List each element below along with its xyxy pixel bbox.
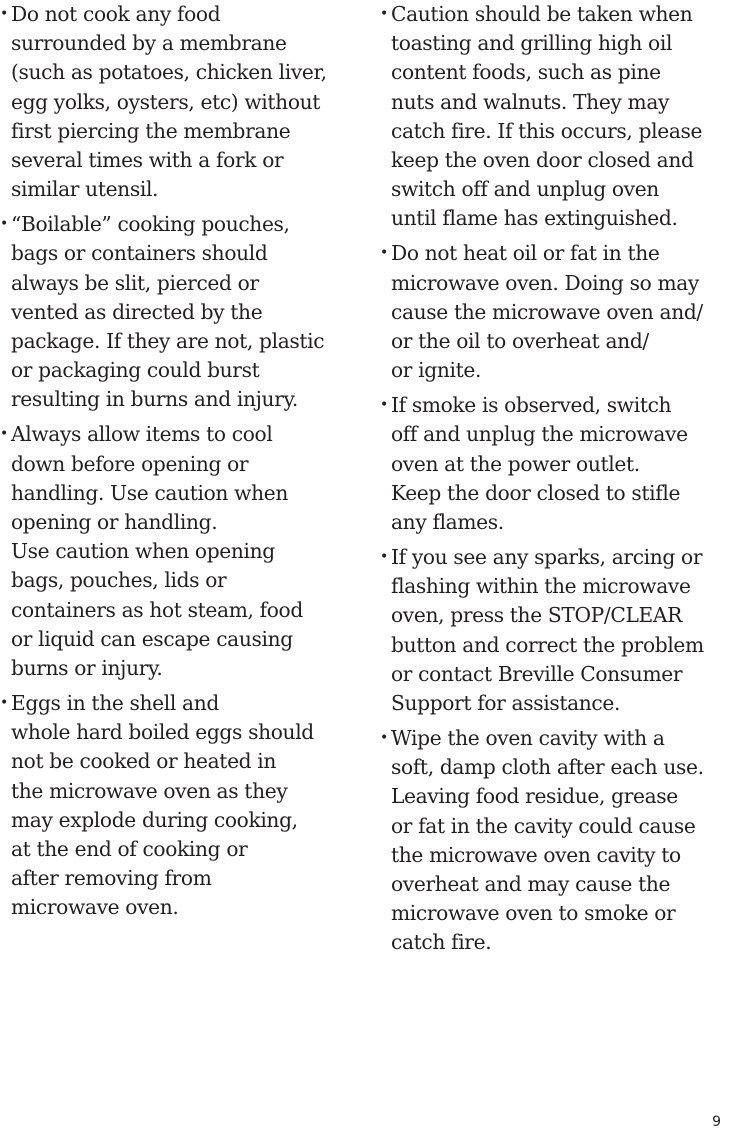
text-line: overheat and may cause the xyxy=(391,872,671,897)
text-line: Use caution when opening xyxy=(11,539,275,564)
bullet-icon: • xyxy=(380,397,388,414)
text-line: first piercing the membrane xyxy=(11,118,291,143)
text-line: cause the microwave oven and/ xyxy=(391,299,703,324)
text-line: content foods, such as pine xyxy=(391,60,661,85)
text-line: Leaving food residue, grease xyxy=(391,784,678,809)
text-line: microwave oven. xyxy=(11,895,179,920)
text-line: opening or handling. xyxy=(11,510,218,535)
text-line: or contact Breville Consumer xyxy=(391,661,683,686)
left-column xyxy=(0,0,352,928)
left-safety-list xyxy=(0,0,352,923)
text-line: vented as directed by the xyxy=(11,299,263,324)
text-line: “Boilable” cooking pouches, xyxy=(11,212,290,237)
text-line: Do not cook any food xyxy=(11,2,221,26)
bullet-icon: • xyxy=(0,695,8,712)
text-line: (such as potatoes, chicken liver, xyxy=(11,60,327,85)
text-line: the microwave oven as they xyxy=(11,778,288,803)
text-line: switch off and unplug oven xyxy=(391,177,659,202)
safety-item-oil-fat xyxy=(380,239,730,385)
right-column xyxy=(380,0,730,963)
text-line: burns or injury. xyxy=(11,656,163,681)
bullet-icon: • xyxy=(380,6,388,22)
text-line: toasting and grilling high oil xyxy=(391,31,673,56)
text-line: Do not heat oil or fat in the xyxy=(391,241,660,266)
safety-item-sparks xyxy=(380,543,730,718)
text-line: catch fire. If this occurs, please xyxy=(391,118,703,143)
text-line: package. If they are not, plastic xyxy=(11,329,325,354)
text-line: button and correct the problem xyxy=(391,632,704,657)
text-line: always be slit, pierced or xyxy=(11,270,259,295)
text-line: flashing within the microwave xyxy=(391,574,691,599)
text-line: several times with a fork or xyxy=(11,148,284,173)
text-line: bags, pouches, lids or xyxy=(11,568,227,593)
text-line: keep the oven door closed and xyxy=(391,148,694,173)
text-line: Caution should be taken when xyxy=(391,2,693,26)
text-line: the microwave oven cavity to xyxy=(391,842,681,867)
text-line: surrounded by a membrane xyxy=(11,31,287,56)
text-line: microwave oven. Doing so may xyxy=(391,270,699,295)
text-line: oven, press the STOP/CLEAR xyxy=(391,603,682,628)
text-line: Eggs in the shell and xyxy=(11,691,219,716)
text-line: If you see any sparks, arcing or xyxy=(391,545,703,570)
text-line: If smoke is observed, switch xyxy=(391,393,672,418)
text-line: resulting in burns and injury. xyxy=(11,387,298,412)
text-line: not be cooked or heated in xyxy=(11,749,277,774)
safety-item-cool-down xyxy=(0,420,352,683)
text-line: Support for assistance. xyxy=(391,691,621,716)
bullet-icon: • xyxy=(380,730,388,747)
text-line: or packaging could burst xyxy=(11,358,260,383)
page-number: 9 xyxy=(712,1114,721,1130)
text-line: off and unplug the microwave xyxy=(391,422,688,447)
bullet-icon: • xyxy=(0,216,8,233)
safety-item-eggs xyxy=(0,689,352,923)
bullet-icon: • xyxy=(0,426,8,443)
safety-item-wipe-cavity xyxy=(380,724,730,958)
text-line: oven at the power outlet. xyxy=(391,451,640,476)
text-line: catch fire. xyxy=(391,930,492,955)
text-line: after removing from xyxy=(11,866,212,891)
bullet-icon: • xyxy=(0,6,8,22)
text-line: Keep the door closed to stifle xyxy=(391,480,681,505)
bullet-icon: • xyxy=(380,549,388,566)
safety-item-membrane xyxy=(0,0,352,204)
text-line: or liquid can escape causing xyxy=(11,626,293,651)
text-line: Always allow items to cool xyxy=(11,422,273,447)
text-line: or the oil to overheat and/ xyxy=(391,329,649,354)
text-line: until flame has extinguished. xyxy=(391,206,678,231)
text-line: similar utensil. xyxy=(11,177,159,202)
text-line: or fat in the cavity could cause xyxy=(391,813,696,838)
text-line: containers as hot steam, food xyxy=(11,597,303,622)
bullet-icon: • xyxy=(380,245,388,262)
text-line: nuts and walnuts. They may xyxy=(391,89,670,114)
text-line: any flames. xyxy=(391,510,504,535)
text-line: or ignite. xyxy=(391,358,482,383)
text-line: egg yolks, oysters, etc) without xyxy=(11,89,321,114)
safety-item-oil-content-foods xyxy=(380,0,730,234)
text-line: microwave oven to smoke or xyxy=(391,901,676,926)
text-line: whole hard boiled eggs should xyxy=(11,720,314,745)
text-line: at the end of cooking or xyxy=(11,837,248,862)
text-line: down before opening or xyxy=(11,451,249,476)
text-line: bags or containers should xyxy=(11,241,268,266)
text-line: soft, damp cloth after each use. xyxy=(391,755,704,780)
text-line: handling. Use caution when xyxy=(11,480,288,505)
text-line: may explode during cooking, xyxy=(11,807,298,832)
safety-item-smoke xyxy=(380,391,730,537)
right-safety-list xyxy=(380,0,730,958)
safety-item-boilable-pouches xyxy=(0,210,352,414)
text-line: Wipe the oven cavity with a xyxy=(391,726,665,751)
